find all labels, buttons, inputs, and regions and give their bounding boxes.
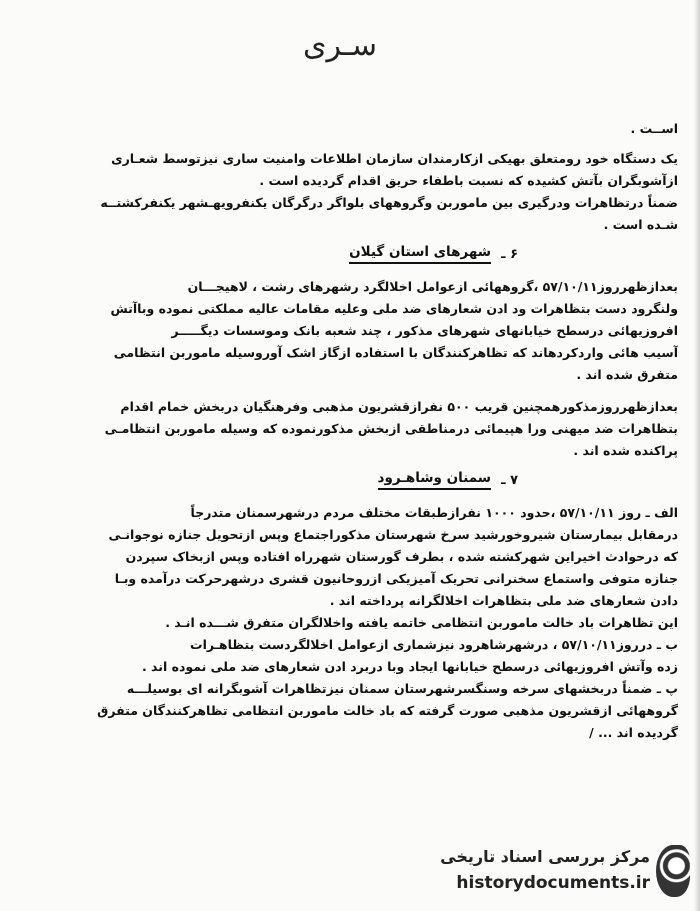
text-line: زده وآتش افروزیهائی درسطح خیابانها ایجاد وبا دربرد ادن شعارهای ضد ملی نموده اند .	[141, 659, 678, 674]
section-number: ۶ ـ	[501, 246, 518, 262]
paragraph-2	[22, 276, 678, 386]
paragraph-3	[22, 396, 678, 462]
text-line: یک دستگاه خود رومتعلق بهیکی ازکارمندان سازمان اطلاعات وامنیت ساری نیزتوسط شعـاری	[111, 151, 678, 166]
text-line: ب ـ درروز۵۷/۱۰/۱۱ ، درشهرشاهرود نیزشماری ازعوامل اخلالگردست بتظاهـرات	[190, 637, 678, 652]
text-line: پراکنده شده اند .	[573, 443, 678, 458]
archive-emblem-icon	[656, 845, 690, 897]
text-line: جنازه متوفی واستماع سخنرانی تحریک آمیزیکی ازروحانیون قشری درشهرحرکت درآمده وبـا	[114, 571, 678, 586]
text-line: که درحوادث اخیراین شهرکشته شده ، بطرف گورستان شهرراه افتاده وپس ازبخاک سپردن	[125, 549, 678, 564]
text-line: درمقابل بیمارستان شیروخورشید سرخ شهرستان مذکوراجتماع وپس ازتحویل جنازه نوجوانـی	[108, 527, 678, 542]
text-line: بتظاهرات ضد میهنی ورا هپیمائی درمناطقی ازبخش مذکورنموده که وسیله ماموربن انتظامـی	[104, 421, 678, 436]
section-heading-7	[22, 468, 678, 492]
text-line: ازآشوبگران بآتش کشیده که نسبت باطفاء حریق اقدام گردیده است .	[259, 173, 678, 188]
section-number: ۷ ـ	[501, 472, 518, 488]
text-line: بعدازظهرروز۵۷/۱۰/۱۱ ،گروههائی ازعوامل اخلالگرد رشهرهای رشت ، لاهیجـــان	[187, 279, 678, 294]
text-line: گردیده اند ... /	[589, 725, 678, 740]
section-title: شهرهای استان گیلان	[349, 244, 491, 264]
section-title: سمنان وشاهـرود	[378, 470, 492, 490]
text-line: ضمناً درتظاهرات ودرگیری بین ماموربن وگروههای بلواگر درگرگان یکنفرویهـشهر یکنفرکشتــه	[100, 195, 678, 210]
text-line: متفرق شده اند .	[576, 367, 678, 382]
section-heading-6	[22, 242, 678, 266]
text-line: آسیب هائی واردکردهاند که تظاهرکنندگان با استفاده ازگاز اشک آوروسیله ماموربن انتظامی	[113, 345, 678, 360]
text-line: الف ـ روز ۵۷/۱۰/۱۱ ،حدود ۱۰۰۰ نفرازطبقات مختلف مردم درشهرسمنان متدرجاً	[190, 505, 678, 520]
paragraph-1	[22, 148, 678, 236]
paragraph-gap	[22, 386, 678, 396]
text-line: شـده است .	[603, 217, 678, 232]
scan-edge	[694, 0, 700, 911]
paragraph-4	[22, 502, 678, 634]
paragraph-5	[22, 634, 678, 744]
text-line: دادن شعارهای ضد ملی بتظاهرات اخلالگرانه پرداخته اند .	[329, 593, 678, 608]
archive-watermark	[404, 843, 694, 905]
text-line: افروزیهائی درسطح خیابانهای شهرهای مذکور ، چند شعبه بانک وموسسات دیگـــــر	[171, 323, 678, 338]
classification-stamp: سـری	[303, 28, 377, 63]
text-line: ولنگرود دست بتظاهرات ود ادن شعارهای ضد ملی وعلیه مقامات عالیه مملکتی نموده وباآتش	[110, 301, 678, 316]
lead-line: اســت .	[630, 121, 678, 136]
archive-org-name: مرکز بررسی اسناد تاریخی	[440, 847, 650, 866]
archive-site-link[interactable]: historydocuments.ir	[456, 873, 650, 893]
text-line: بعدازظهرروزمذکورهمچنین قریب ۵۰۰ نفرازقشریون مذهبی وفرهنگیان دربخش خمام اقدام	[120, 399, 678, 414]
text-line: پ ـ ضمناً دربخشهای سرخه وسنگسرشهرستان سمنان نیزتظاهرات آشوبگرانه ای بوسیلـــه	[126, 681, 678, 696]
text-line: این تظاهرات باد خالت ماموربن انتظامی خاتمه یافته واخلالگران متفرق شـــده انـد .	[165, 615, 678, 630]
document-body	[22, 118, 678, 744]
text-line: گروههائی ازقشریون مذهبی صورت گرفته که باد خالت ماموربن انتظامی تظاهرکنندگان متفرق	[97, 703, 678, 718]
